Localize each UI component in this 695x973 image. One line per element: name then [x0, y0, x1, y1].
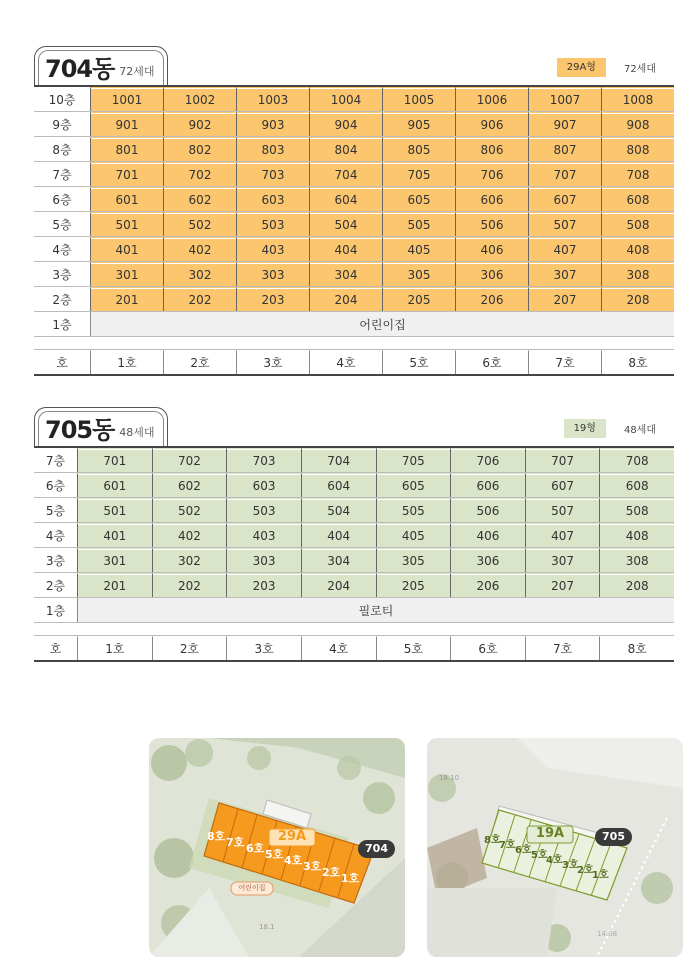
unit-number: 4호: [309, 350, 382, 374]
map-704-unit-label: 2호: [322, 866, 341, 879]
unit-cell: 606: [450, 473, 525, 497]
unit-cell: 503: [226, 498, 301, 522]
unit-cell: 1001: [90, 87, 163, 111]
floor-label: 2층: [45, 578, 66, 593]
unit-cell: 605: [376, 473, 451, 497]
unit-number: 2호: [163, 350, 236, 374]
unit-cell: 604: [301, 473, 376, 497]
unit-cell: 806: [455, 137, 528, 161]
unit-cell: 206: [455, 287, 528, 311]
unit-cell: 505: [376, 498, 451, 522]
unit-cell: 607: [525, 473, 600, 497]
unit-cell: 803: [236, 137, 309, 161]
unit-number-row: [34, 636, 674, 662]
unit-cell: 804: [309, 137, 382, 161]
map-705-unit-label: 3호: [562, 860, 579, 871]
unit-cell: 807: [528, 137, 601, 161]
unit-cell: 507: [528, 212, 601, 236]
unit-cell: 203: [236, 287, 309, 311]
floor-label: 6층: [52, 192, 72, 207]
unit-number: 1호: [90, 350, 163, 374]
unit-cell: 305: [376, 548, 451, 572]
unit-cell: 1004: [309, 87, 382, 111]
floor-row: [34, 473, 674, 498]
floor-label: 5층: [52, 217, 72, 232]
unit-cell: 906: [455, 112, 528, 136]
unit-cell: 708: [599, 448, 674, 472]
floor-label: 1층: [52, 317, 72, 332]
unit-cell: 205: [376, 573, 451, 597]
map-705-level-top: 18.10: [439, 774, 460, 782]
unit-cell: 301: [90, 262, 163, 286]
unit-cell: 602: [152, 473, 227, 497]
unit-cell: 805: [382, 137, 455, 161]
unit-cell: 1006: [455, 87, 528, 111]
unit-cell: 608: [601, 187, 674, 211]
unit-cell: 308: [601, 262, 674, 286]
unit-cell: 706: [450, 448, 525, 472]
unit-cell: 404: [309, 237, 382, 261]
unit-number: 5호: [382, 350, 455, 374]
floor-label: 1층: [45, 603, 66, 618]
building-705-legend: [564, 419, 674, 438]
unit-cell: 801: [90, 137, 163, 161]
unit-cell: 401: [77, 523, 152, 547]
unit-cell: 1005: [382, 87, 455, 111]
building-704-legend: [557, 58, 674, 77]
unit-cell: 307: [525, 548, 600, 572]
unit-cell: 203: [226, 573, 301, 597]
map-705-unit-label: 8호: [484, 835, 501, 846]
map-704-building-badge: 704: [365, 842, 388, 855]
unit-cell: 903: [236, 112, 309, 136]
unit-cell: 507: [525, 498, 600, 522]
map-704-facility-label: 어린이집: [238, 884, 266, 892]
unit-cell: 601: [90, 187, 163, 211]
ground-floor-use: 어린이집: [90, 312, 674, 336]
unit-cell: 304: [301, 548, 376, 572]
floor-label: 5층: [45, 503, 66, 518]
building-704-unit-count: 72세대: [119, 65, 155, 78]
unit-cell: 504: [301, 498, 376, 522]
unit-cell: 202: [163, 287, 236, 311]
ground-floor-row: [34, 312, 674, 337]
unit-number-header: 호: [56, 355, 68, 370]
unit-cell: 601: [77, 473, 152, 497]
unit-cell: 707: [525, 448, 600, 472]
floor-label: 4층: [45, 528, 66, 543]
unit-cell: 707: [528, 162, 601, 186]
unit-cell: 501: [77, 498, 152, 522]
unit-number: 5호: [376, 636, 451, 660]
unit-cell: 607: [528, 187, 601, 211]
unit-cell: 802: [163, 137, 236, 161]
type-19-count: 48세대: [623, 425, 656, 436]
unit-cell: 503: [236, 212, 309, 236]
unit-number: 4호: [301, 636, 376, 660]
unit-cell: 202: [152, 573, 227, 597]
floor-label: 9층: [52, 117, 72, 132]
unit-cell: 1003: [236, 87, 309, 111]
unit-cell: 204: [309, 287, 382, 311]
unit-number: 8호: [601, 350, 674, 374]
unit-number: 6호: [455, 350, 528, 374]
floor-row: [34, 137, 674, 162]
unit-cell: 208: [601, 287, 674, 311]
unit-cell: 305: [382, 262, 455, 286]
unit-cell: 201: [90, 287, 163, 311]
unit-cell: 508: [601, 212, 674, 236]
floor-label: 6층: [45, 478, 66, 493]
unit-cell: 204: [301, 573, 376, 597]
map-704-unit-label: 1호: [341, 872, 360, 885]
building-704-table: [34, 85, 674, 376]
type-19-swatch: 19형: [564, 419, 606, 438]
unit-cell: 207: [528, 287, 601, 311]
map-704-unit-label: 7호: [226, 836, 245, 849]
building-704-name: 704동: [45, 55, 115, 83]
ground-floor-row: [34, 598, 674, 623]
unit-cell: 501: [90, 212, 163, 236]
unit-cell: 908: [601, 112, 674, 136]
unit-cell: 608: [599, 473, 674, 497]
unit-cell: 402: [163, 237, 236, 261]
unit-cell: 905: [382, 112, 455, 136]
unit-cell: 603: [236, 187, 309, 211]
unit-cell: 406: [450, 523, 525, 547]
floor-label: 8층: [52, 142, 72, 157]
map-705-unit-label: 6호: [515, 845, 532, 856]
unit-number-header: 호: [49, 641, 62, 656]
unit-cell: 401: [90, 237, 163, 261]
unit-cell: 602: [163, 187, 236, 211]
unit-cell: 303: [226, 548, 301, 572]
unit-cell: 702: [163, 162, 236, 186]
unit-cell: 508: [599, 498, 674, 522]
unit-cell: 505: [382, 212, 455, 236]
building-705-tab: [34, 407, 168, 447]
unit-number: 3호: [226, 636, 301, 660]
unit-number: 8호: [599, 636, 674, 660]
unit-cell: 705: [382, 162, 455, 186]
unit-number: 7호: [528, 350, 601, 374]
floor-row: [34, 448, 674, 473]
map-705-unit-label: 7호: [499, 840, 516, 851]
unit-cell: 504: [309, 212, 382, 236]
unit-cell: 907: [528, 112, 601, 136]
unit-cell: 706: [455, 162, 528, 186]
floor-label: 2층: [52, 292, 72, 307]
unit-cell: 303: [236, 262, 309, 286]
unit-cell: 408: [599, 523, 674, 547]
unit-cell: 306: [450, 548, 525, 572]
unit-cell: 404: [301, 523, 376, 547]
unit-cell: 701: [90, 162, 163, 186]
unit-cell: 408: [601, 237, 674, 261]
unit-cell: 708: [601, 162, 674, 186]
unit-cell: 904: [309, 112, 382, 136]
site-map-705-drawing: [427, 738, 683, 957]
floor-row: [34, 498, 674, 523]
floor-row: [34, 573, 674, 598]
building-705-name: 705동: [45, 416, 115, 444]
building-705-section: [34, 407, 674, 657]
unit-cell: 606: [455, 187, 528, 211]
unit-cell: 705: [376, 448, 451, 472]
floor-row: [34, 262, 674, 287]
floor-row: [34, 287, 674, 312]
unit-cell: 704: [309, 162, 382, 186]
building-705-table: [34, 446, 674, 662]
floor-label: 3층: [45, 553, 66, 568]
unit-cell: 604: [309, 187, 382, 211]
unit-cell: 405: [376, 523, 451, 547]
map-705-level-bottom: 14.08: [597, 930, 618, 938]
unit-cell: 703: [226, 448, 301, 472]
floor-label: 7층: [45, 453, 66, 468]
unit-cell: 407: [528, 237, 601, 261]
building-705-unit-count: 48세대: [119, 426, 155, 439]
map-704-unit-label: 5호: [265, 848, 284, 861]
map-705-unit-label: 5호: [531, 850, 548, 861]
unit-cell: 207: [525, 573, 600, 597]
floor-label: 7층: [52, 167, 72, 182]
unit-number: 2호: [152, 636, 227, 660]
ground-floor-use: 필로티: [77, 598, 674, 622]
unit-cell: 1002: [163, 87, 236, 111]
map-704-unit-label: 6호: [246, 842, 265, 855]
unit-cell: 201: [77, 573, 152, 597]
unit-cell: 603: [226, 473, 301, 497]
unit-number: 6호: [450, 636, 525, 660]
map-705-unit-label: 1호: [592, 870, 609, 881]
unit-cell: 208: [599, 573, 674, 597]
unit-cell: 406: [455, 237, 528, 261]
unit-cell: 304: [309, 262, 382, 286]
unit-cell: 307: [528, 262, 601, 286]
unit-cell: 302: [163, 262, 236, 286]
floor-row: [34, 212, 674, 237]
map-704-road-label: 18.1: [259, 923, 275, 931]
map-705-type-label: 19A: [535, 826, 565, 841]
map-704-unit-label: 8호: [207, 830, 226, 843]
floor-row: [34, 548, 674, 573]
floor-label: 4층: [52, 242, 72, 257]
map-705-unit-label: 2호: [577, 865, 594, 876]
unit-number-row: [34, 350, 674, 376]
map-705-unit-label: 4호: [546, 855, 563, 866]
building-704-section: [34, 46, 674, 370]
unit-cell: 1008: [601, 87, 674, 111]
type-29a-count: 72세대: [623, 64, 656, 75]
table-spacer: [34, 337, 674, 350]
unit-cell: 403: [236, 237, 309, 261]
unit-cell: 902: [163, 112, 236, 136]
unit-cell: 506: [455, 212, 528, 236]
unit-cell: 205: [382, 287, 455, 311]
floor-row: [34, 162, 674, 187]
unit-cell: 704: [301, 448, 376, 472]
type-29a-swatch: 29A형: [557, 58, 606, 77]
floor-row: [34, 523, 674, 548]
unit-cell: 302: [152, 548, 227, 572]
unit-cell: 308: [599, 548, 674, 572]
site-map-704: [149, 738, 405, 957]
unit-cell: 808: [601, 137, 674, 161]
map-704-unit-label: 3호: [303, 860, 322, 873]
unit-cell: 506: [450, 498, 525, 522]
map-704-unit-label: 4호: [284, 854, 303, 867]
floor-row: [34, 112, 674, 137]
unit-cell: 206: [450, 573, 525, 597]
site-map-705: [427, 738, 683, 957]
unit-cell: 405: [382, 237, 455, 261]
unit-cell: 306: [455, 262, 528, 286]
unit-number: 1호: [77, 636, 152, 660]
table-spacer: [34, 623, 674, 636]
floor-label: 3층: [52, 267, 72, 282]
unit-cell: 407: [525, 523, 600, 547]
unit-cell: 301: [77, 548, 152, 572]
unit-cell: 605: [382, 187, 455, 211]
floor-row: [34, 187, 674, 212]
building-704-tab: [34, 46, 168, 86]
map-704-type-label: 29A: [277, 829, 307, 844]
map-705-building-badge: 705: [602, 830, 625, 843]
unit-cell: 403: [226, 523, 301, 547]
unit-number: 3호: [236, 350, 309, 374]
unit-cell: 502: [163, 212, 236, 236]
floor-label: 10층: [48, 92, 76, 107]
unit-cell: 502: [152, 498, 227, 522]
unit-cell: 901: [90, 112, 163, 136]
unit-cell: 701: [77, 448, 152, 472]
unit-number: 7호: [525, 636, 600, 660]
unit-cell: 703: [236, 162, 309, 186]
unit-cell: 402: [152, 523, 227, 547]
floor-row: [34, 237, 674, 262]
floor-row: [34, 87, 674, 112]
unit-cell: 1007: [528, 87, 601, 111]
unit-cell: 702: [152, 448, 227, 472]
